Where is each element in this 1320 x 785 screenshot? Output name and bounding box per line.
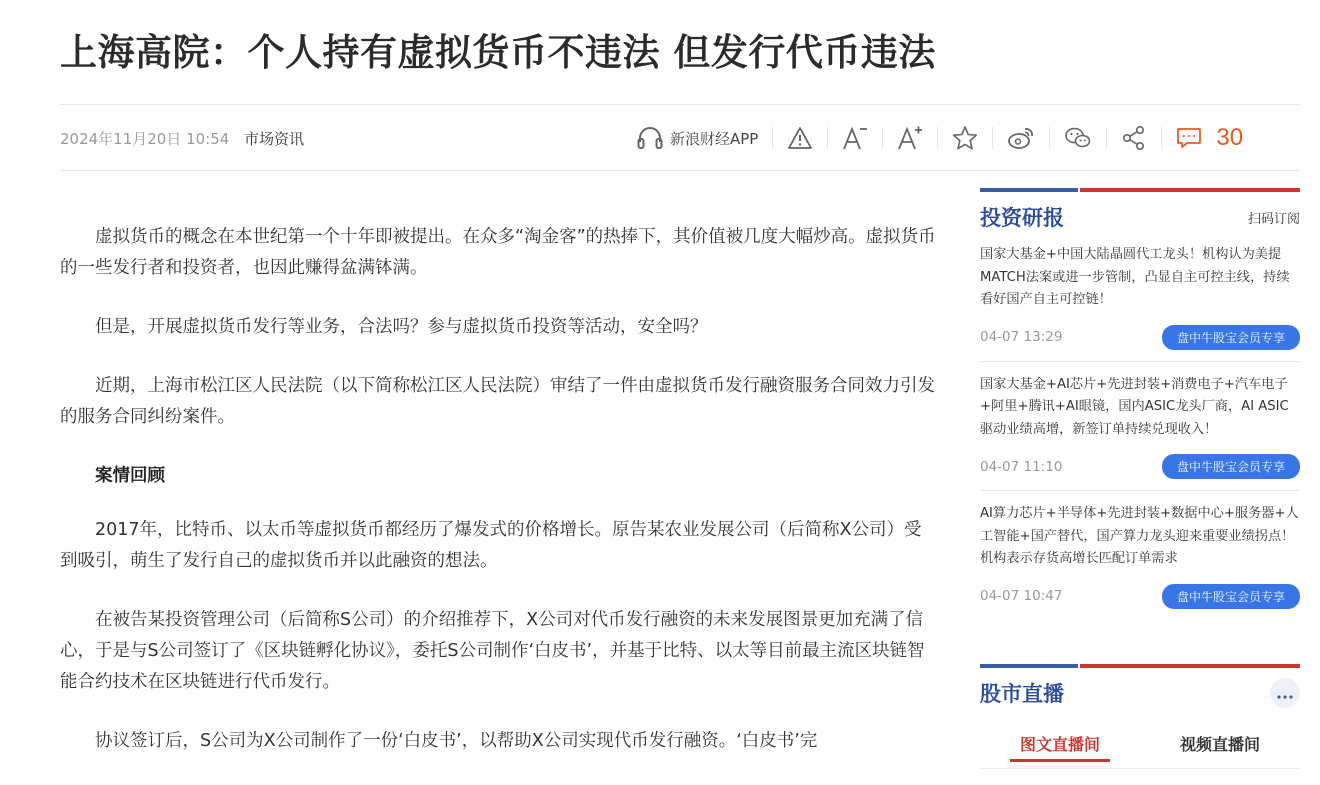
report-button[interactable] <box>787 118 813 158</box>
share-button[interactable] <box>1121 118 1147 158</box>
panel-top-bar <box>980 664 1300 668</box>
member-exclusive-button[interactable]: 盘中牛股宝会员专享 <box>1162 454 1300 479</box>
article-body <box>60 222 938 785</box>
live-tabs <box>980 730 1300 769</box>
live-title: 股市直播 <box>980 682 1064 706</box>
research-item <box>980 232 1300 362</box>
article-paragraph: 协议签订后，S公司为X公司制作了一份‘白皮书’，以帮助X公司实现代币发行融资。‘白皮书’完 <box>95 731 818 751</box>
publish-date: 2024年11月20日 10:54 <box>60 130 230 148</box>
tab-video-live[interactable]: 视频直播间 <box>1179 735 1260 754</box>
more-button[interactable] <box>1270 678 1300 708</box>
warning-icon <box>787 126 813 150</box>
more-icon <box>1277 684 1293 703</box>
weibo-share-button[interactable] <box>1007 118 1035 158</box>
wechat-icon <box>1064 126 1092 150</box>
toolbar-separator <box>827 127 828 149</box>
research-item <box>980 491 1300 620</box>
toolbar-separator <box>1049 127 1050 149</box>
section-heading: 案情回顾 <box>95 466 165 486</box>
research-item-text[interactable]: AI算力芯片+半导体+先进封装+数据中心+服务器+人工智能+国产替代，国产算力龙头迎来重要业绩拐点！机构表示存货高增长匹配订单需求 <box>980 506 1299 566</box>
headphones-icon <box>636 125 664 151</box>
article-paragraph: 在被告某投资管理公司（后简称S公司）的介绍推荐下，X公司对代币发行融资的未来发展图景更加充满了信心，于是与S公司签订了《区块链孵化协议》，委托S公司制作‘白皮书’，并基于比特、以太等目前最主流区块链智能合约技术在区块链进行代币发行。 <box>60 610 925 692</box>
page-title: 上海高院：个人持有虚拟货币不违法 但发行代币违法 <box>60 31 936 74</box>
member-exclusive-button[interactable]: 盘中牛股宝会员专享 <box>1162 325 1300 350</box>
research-item-time: 04-07 11:10 <box>980 458 1063 475</box>
research-item-time: 04-07 13:29 <box>980 329 1063 345</box>
star-icon <box>952 125 978 151</box>
font-decrease-button[interactable] <box>842 118 868 158</box>
comment-icon <box>1176 126 1202 150</box>
comment-button[interactable] <box>1176 118 1243 158</box>
research-panel <box>980 188 1300 620</box>
wechat-share-button[interactable] <box>1064 118 1092 158</box>
panel-top-bar <box>980 188 1300 192</box>
article-paragraph: 但是，开展虚拟货币发行等业务，合法吗？参与虚拟货币投资等活动，安全吗？ <box>95 317 708 337</box>
research-item-text[interactable]: 国家大基金+AI芯片+先进封装+消费电子+汽车电子+阿里+腾讯+AI眼镜，国内ASIC龙头厂商，AI ASIC驱动业绩高增，新签订单持续兑现收入！ <box>980 376 1289 437</box>
research-title: 投资研报 <box>980 206 1064 230</box>
tab-text-live[interactable]: 图文直播间 <box>980 730 1140 768</box>
favorite-button[interactable] <box>952 118 978 158</box>
font-decrease-icon <box>842 125 868 151</box>
toolbar-separator <box>1106 127 1107 149</box>
comment-count: 30 <box>1216 124 1244 151</box>
source-link[interactable]: 市场资讯 <box>244 130 305 148</box>
article-paragraph: 近期，上海市松江区人民法院（以下简称松江区人民法院）审结了一件由虚拟货币发行融资服务合同效力引发的服务合同纠纷案件。 <box>60 376 935 427</box>
app-download-button[interactable] <box>636 118 758 158</box>
app-label: 新浪财经APP <box>670 129 759 148</box>
live-panel <box>980 664 1300 769</box>
font-increase-button[interactable] <box>897 118 923 158</box>
toolbar-separator <box>1161 127 1162 149</box>
member-exclusive-button[interactable]: 盘中牛股宝会员专享 <box>1162 584 1300 609</box>
share-icon <box>1121 125 1147 151</box>
divider <box>60 170 1300 171</box>
font-increase-icon <box>897 125 923 151</box>
article-paragraph: 虚拟货币的概念在本世纪第一个十年即被提出。在众多“淘金客”的热捧下，其价值被几度大幅炒高。虚拟货币的一些发行者和投资者，也因此赚得盆满钵满。 <box>60 227 936 278</box>
toolbar-separator <box>882 127 883 149</box>
research-item-time: 04-07 10:47 <box>980 588 1063 604</box>
research-item <box>980 362 1300 492</box>
subscribe-link[interactable]: 扫码订阅 <box>1247 211 1300 227</box>
weibo-icon <box>1007 126 1035 150</box>
toolbar-separator <box>772 127 773 149</box>
article-toolbar <box>636 118 1243 158</box>
divider <box>60 104 1300 105</box>
article-paragraph: 2017年，比特币、以太币等虚拟货币都经历了爆发式的价格增长。原告某农业发展公司（后简称X公司）受到吸引，萌生了发行自己的虚拟货币并以此融资的想法。 <box>60 520 922 571</box>
toolbar-separator <box>937 127 938 149</box>
toolbar-separator <box>992 127 993 149</box>
research-item-text[interactable]: 国家大基金+中国大陆晶圆代工龙头！机构认为美提MATCH法案或进一步管制，凸显自主可控主线，持续看好国产自主可控链！ <box>980 247 1290 307</box>
